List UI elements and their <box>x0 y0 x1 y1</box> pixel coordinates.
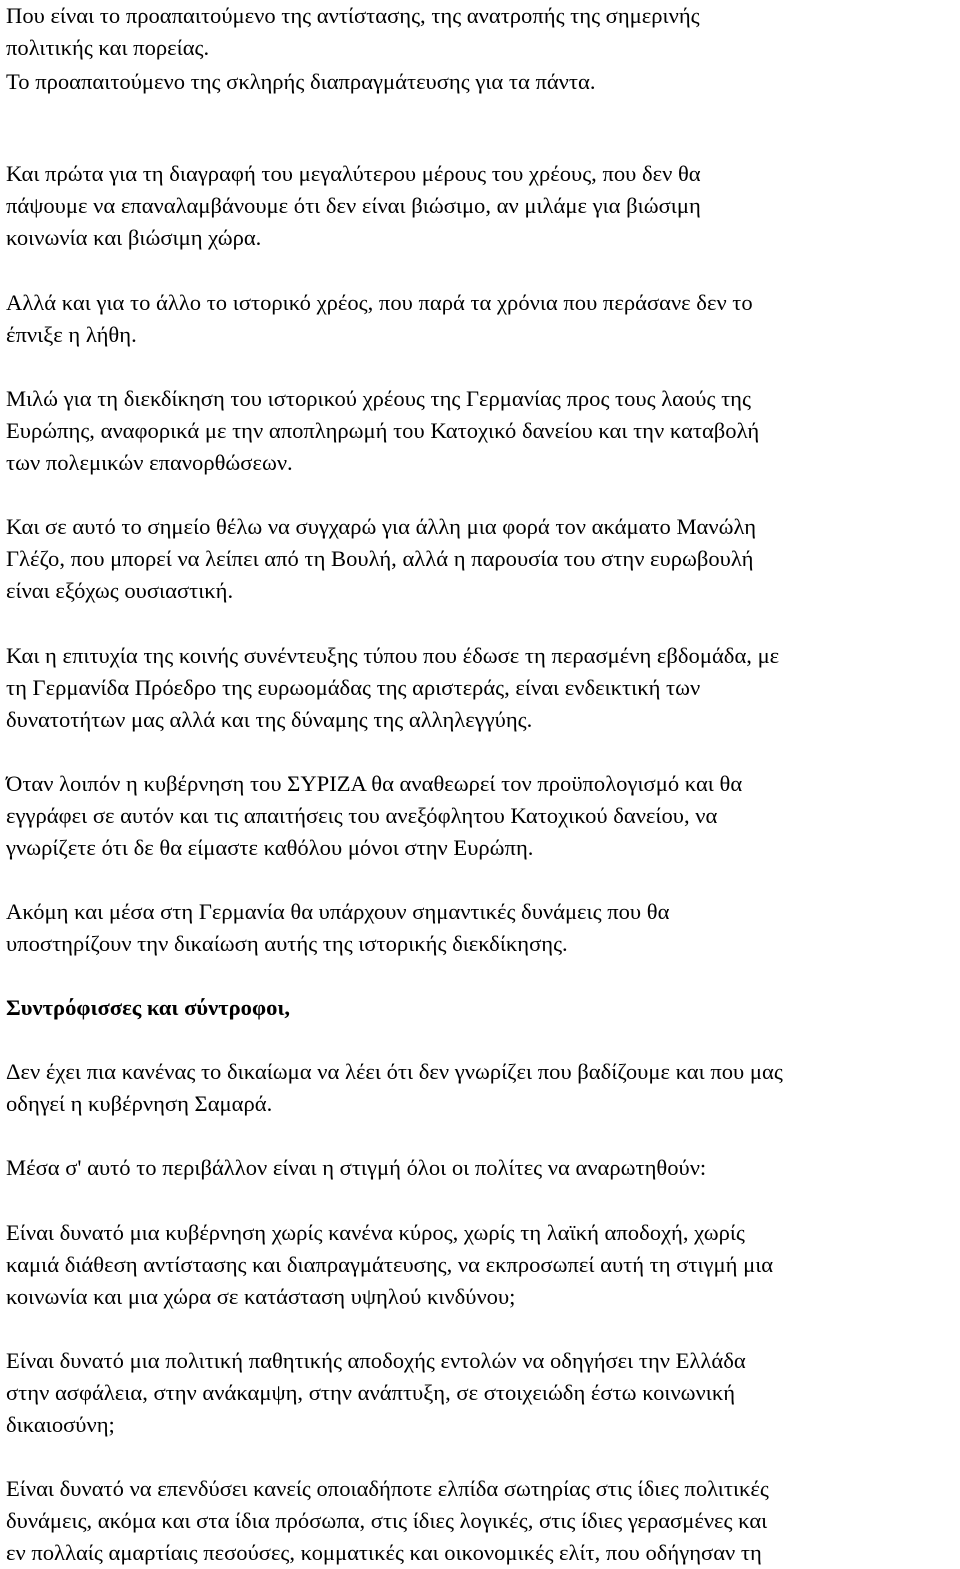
text-line: Και πρώτα για τη διαγραφή του μεγαλύτερου μέρους του χρέους, που δεν θα <box>6 161 701 186</box>
paragraph <box>6 383 958 479</box>
text-line: των πολεμικών επανορθώσεων. <box>6 450 293 475</box>
text-line: πολιτικής και πορείας. <box>6 35 210 60</box>
paragraph <box>6 1152 958 1184</box>
text-line: στην ασφάλεια, στην ανάκαμψη, στην ανάπτυξη, σε στοιχειώδη έστω κοινωνική <box>6 1380 736 1405</box>
text-line: δυνατοτήτων μας αλλά και της δύναμης της αλληλεγγύης. <box>6 707 533 732</box>
text-line: Ακόμη και μέσα στη Γερμανία θα υπάρχουν σημαντικές δυνάμεις που θα <box>6 899 670 924</box>
section-heading <box>6 992 958 1024</box>
paragraph <box>6 1473 958 1569</box>
text-line: τη Γερμανίδα Πρόεδρο της ευρωομάδας της αριστεράς, είναι ενδεικτική των <box>6 675 701 700</box>
text-line: κοινωνία και μια χώρα σε κατάσταση υψηλού κινδύνου; <box>6 1284 516 1309</box>
text-line: Δεν έχει πια κανένας το δικαίωμα να λέει ότι δεν γνωρίζει που βαδίζουμε και που μας <box>6 1059 783 1084</box>
text-line: Είναι δυνατό μια πολιτική παθητικής αποδοχής εντολών να οδηγήσει την Ελλάδα <box>6 1348 746 1373</box>
text-line: Ευρώπης, αναφορικά με την αποπληρωμή του Κατοχικό δανείου και την καταβολή <box>6 418 760 443</box>
text-line: εν πολλαίς αμαρτίαις πεσούσες, κομματικές και οικονομικές ελίτ, που οδήγησαν τη <box>6 1540 762 1565</box>
text-line: πάψουμε να επαναλαμβάνουμε ότι δεν είναι βιώσιμο, αν μιλάμε για βιώσιμη <box>6 193 701 218</box>
text-line: δυνάμεις, ακόμα και στα ίδια πρόσωπα, στις ίδιες λογικές, στις ίδιες γερασμένες και <box>6 1508 768 1533</box>
text-line: Που είναι το προαπαιτούμενο της αντίστασης, της ανατροπής της σημερινής <box>6 3 700 28</box>
text-line: γνωρίζετε ότι δε θα είμαστε καθόλου μόνοι στην Ευρώπη. <box>6 835 534 860</box>
text-line: Είναι δυνατό να επενδύσει κανείς οποιαδήποτε ελπίδα σωτηρίας στις ίδιες πολιτικές <box>6 1476 769 1501</box>
text-line: κοινωνία και βιώσιμη χώρα. <box>6 225 262 250</box>
text-line: υποστηρίζουν την δικαίωση αυτής της ιστορικής διεκδίκησης. <box>6 931 568 956</box>
text-line: Αλλά και για το άλλο το ιστορικό χρέος, που παρά τα χρόνια που περάσανε δεν το <box>6 290 753 315</box>
text-line: Μιλώ για τη διεκδίκηση του ιστορικού χρέους της Γερμανίας προς τους λαούς της <box>6 386 751 411</box>
text-line: Γλέζο, που μπορεί να λείπει από τη Βουλή, αλλά η παρουσία του στην ευρωβουλή <box>6 546 754 571</box>
text-line: Είναι δυνατό μια κυβέρνηση χωρίς κανένα κύρος, χωρίς τη λαϊκή αποδοχή, χωρίς <box>6 1220 745 1245</box>
paragraph <box>6 1217 958 1313</box>
text-line: Και η επιτυχία της κοινής συνέντευξης τύπου που έδωσε τη περασμένη εβδομάδα, με <box>6 643 780 668</box>
text-line: Μέσα σ' αυτό το περιβάλλον είναι η στιγμή όλοι οι πολίτες να αναρωτηθούν: <box>6 1155 707 1180</box>
paragraph <box>6 896 958 960</box>
text-line: Συντρόφισσες και σύντροφοι, <box>6 995 291 1020</box>
paragraph <box>6 0 958 64</box>
text-line: Το προαπαιτούμενο της σκληρής διαπραγμάτευσης για τα πάντα. <box>6 69 596 94</box>
text-line: είναι εξόχως ουσιαστική. <box>6 578 234 603</box>
paragraph <box>6 287 958 351</box>
text-line: οδηγεί η κυβέρνηση Σαμαρά. <box>6 1091 273 1116</box>
text-line: έπνιξε η λήθη. <box>6 322 137 347</box>
paragraph <box>6 640 958 736</box>
paragraph <box>6 768 958 864</box>
text-line: εγγράφει σε αυτόν και τις απαιτήσεις του ανεξόφλητου Κατοχικού δανείου, να <box>6 803 718 828</box>
paragraph <box>6 1056 958 1120</box>
text-line: Όταν λοιπόν η κυβέρνηση του ΣΥΡΙΖΑ θα αναθεωρεί τον προϋπολογισμό και θα <box>6 771 743 796</box>
paragraph <box>6 66 958 98</box>
paragraph <box>6 511 958 607</box>
text-line: καμιά διάθεση αντίστασης και διαπραγμάτευσης, να εκπροσωπεί αυτή τη στιγμή μια <box>6 1252 774 1277</box>
text-line: Και σε αυτό το σημείο θέλω να συγχαρώ για άλλη μια φορά τον ακάματο Μανώλη <box>6 514 757 539</box>
paragraph <box>6 158 958 254</box>
text-line: δικαιοσύνη; <box>6 1412 115 1437</box>
paragraph <box>6 1345 958 1441</box>
